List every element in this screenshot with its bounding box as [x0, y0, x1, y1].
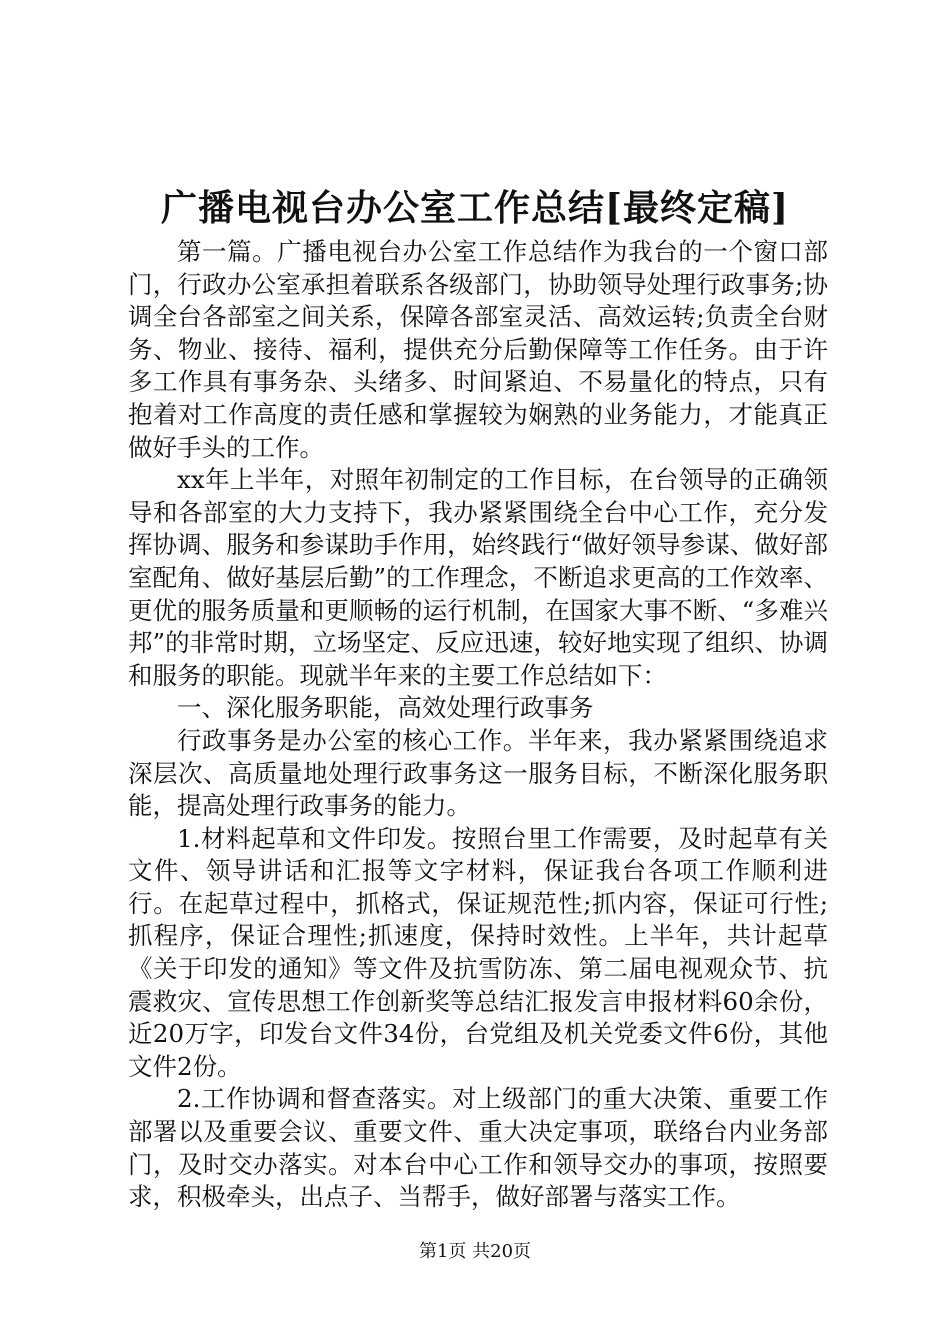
paragraph-item-1: 1.材料起草和文件印发。按照台里工作需要，及时起草有关文件、领导讲话和汇报等文字材料，保证我台各项工作顺利进行。在起草过程中，抓格式，保证规范性;抓内容，保证可行性;抓程序，保证合理性;抓速度，保持时效性。上半年，共计起草《关于印发的通知》等文件及抗雪防冻、第二届电视观众节、抗震救灾、宣传思想工作创新奖等总结汇报发言申报材料60余份，近20万字，印发台文件34份，台党组及机关党委文件6份，其他文件2份。 [128, 823, 828, 1081]
section-heading-1: 一、深化服务职能，高效处理行政事务 [177, 693, 594, 723]
paragraph-overview: xx年上半年，对照年初制定的工作目标，在台领导的正确领导和各部室的大力支持下，我办紧紧围绕全台中心工作，充分发挥协调、服务和参谋助手作用，始终践行“做好领导参谋、做好部室配角、做好基层后勤”的工作理念，不断追求更高的工作效率、更优的服务质量和更顺畅的运行机制，在国家大事不断、“多难兴邦”的非常时期，立场坚定、反应迅速，较好地实现了组织、协调和服务的职能。现就半年来的主要工作总结如下： [128, 465, 828, 690]
document-title: 广播电视台办公室工作总结[最终定稿] [160, 187, 790, 229]
document-body [128, 236, 828, 1214]
paragraph-admin-affairs: 行政事务是办公室的核心工作。半年来，我办紧紧围绕追求深层次、高质量地处理行政事务这一服务目标，不断深化服务职能，提高处理行政事务的能力。 [128, 725, 828, 821]
paragraph-intro: 第一篇。广播电视台办公室工作总结作为我台的一个窗口部门，行政办公室承担着联系各级部门，协助领导处理行政事务;协调全台各部室之间关系，保障各部室灵活、高效运转;负责全台财务、物业、接待、福利，提供充分后勤保障等工作任务。由于许多工作具有事务杂、头绪多、时间紧迫、不易量化的特点，只有抱着对工作高度的责任感和掌握较为娴熟的业务能力，才能真正做好手头的工作。 [128, 237, 828, 462]
paragraph-item-2: 2.工作协调和督查落实。对上级部门的重大决策、重要工作部署以及重要会议、重要文件、重大决定事项，联络台内业务部门，及时交办落实。对本台中心工作和领导交办的事项，按照要求，积极牵头，出点子、当帮手，做好部署与落实工作。 [128, 1084, 828, 1212]
page-footer: 第1页 共20页 [418, 1241, 532, 1262]
